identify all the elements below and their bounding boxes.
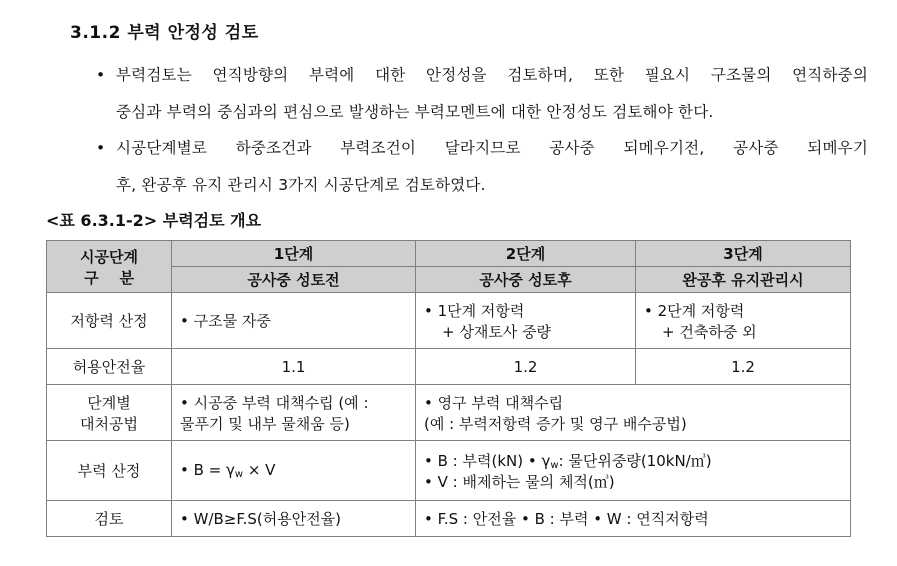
row-measures — [47, 385, 851, 441]
measures-stage-2-3 — [416, 385, 851, 441]
stage-3-name: 3단계 — [636, 241, 851, 267]
header-row-stages — [47, 241, 851, 267]
buoyancy-formula-suffix: × V — [243, 461, 276, 479]
corner-header-line-2: 구 분 — [84, 268, 134, 287]
buoyancy-legend-line-2: • V : 배제하는 물의 체적(㎥) — [424, 472, 615, 491]
buoyancy-legend-subscript: w — [550, 459, 559, 471]
row-safety-factor — [47, 349, 851, 385]
safety-factor-stage-2: 1.2 — [416, 349, 636, 385]
row-label-review: 검토 — [47, 501, 172, 537]
row-buoyancy — [47, 441, 851, 501]
row-label-resistance: 저항력 산정 — [47, 293, 172, 349]
measures-stage-1 — [172, 385, 416, 441]
stage-1-name: 1단계 — [172, 241, 416, 267]
review-legend: • F.S : 안전율 • B : 부력 • W : 연직저항력 — [416, 501, 851, 537]
row-label-measures — [47, 385, 172, 441]
resistance-stage-3 — [636, 293, 851, 349]
resistance-stage-2 — [416, 293, 636, 349]
row-label-measures-line-1: 단계별 — [87, 393, 131, 412]
bullet-2-line-2: 후, 완공후 유지 관리시 3가지 시공단계로 검토하였다. — [116, 176, 486, 194]
bullet-1-line-1: 부력검토는 연직방향의 부력에 대한 안정성을 검토하며, 또한 필요시 구조물의 연직하중의 — [116, 66, 868, 84]
buoyancy-formula-subscript: w — [234, 469, 244, 480]
buoyancy-legend-b: • B : 부력(kN) • γ — [424, 451, 551, 470]
corner-header-cell — [47, 241, 172, 293]
buoyancy-formula — [172, 441, 416, 501]
resistance-stage-3-line-1: • 2단계 저항력 — [644, 301, 745, 320]
measures-stage-2-3-line-1: • 영구 부력 대책수립 — [424, 393, 564, 412]
stage-2-desc: 공사중 성토후 — [416, 267, 636, 293]
row-resistance — [47, 293, 851, 349]
buoyancy-legend-unit-weight: : 물단위중량(10kN/㎥) — [558, 451, 712, 470]
corner-header-line-1: 시공단계 — [80, 247, 138, 266]
resistance-stage-3-line-2: + 건축하중 외 — [662, 322, 757, 341]
buoyancy-legend — [416, 441, 851, 501]
section-heading: 3.1.2 부력 안정성 검토 — [70, 23, 259, 43]
row-label-buoyancy: 부력 산정 — [47, 441, 172, 501]
resistance-stage-1: • 구조물 자중 — [172, 293, 416, 349]
buoyancy-formula-prefix: • B = γ — [180, 461, 235, 479]
bullet-dot: • — [96, 66, 106, 84]
bullet-2-line-1: 시공단계별로 하중조건과 부력조건이 달라지므로 공사중 되메우기전, 공사중 되메우기 — [116, 139, 868, 157]
bullet-1-line-2: 중심과 부력의 중심과의 편심으로 발생하는 부력모멘트에 대한 안정성도 검토해야 한다. — [116, 103, 714, 121]
row-label-measures-line-2: 대처공법 — [80, 414, 138, 433]
stage-2-name: 2단계 — [416, 241, 636, 267]
review-criterion: • W/B≥F.S(허용안전율) — [172, 501, 416, 537]
buoyancy-legend-line-1 — [424, 450, 842, 471]
safety-factor-stage-3: 1.2 — [636, 349, 851, 385]
resistance-stage-2-line-2: + 상재토사 중량 — [442, 322, 552, 341]
row-review — [47, 501, 851, 537]
buoyancy-review-table — [46, 240, 851, 537]
measures-stage-2-3-line-2: (예 : 부력저항력 증가 및 영구 배수공법) — [424, 414, 687, 433]
stage-1-desc: 공사중 성토전 — [172, 267, 416, 293]
measures-stage-1-line-1: • 시공중 부력 대책수립 (예 : — [180, 393, 369, 412]
row-label-safety-factor: 허용안전율 — [47, 349, 172, 385]
table-caption: <표 6.3.1-2> 부력검토 개요 — [46, 211, 262, 230]
resistance-stage-2-line-1: • 1단계 저항력 — [424, 301, 525, 320]
bullet-dot: • — [96, 139, 106, 157]
safety-factor-stage-1: 1.1 — [172, 349, 416, 385]
stage-3-desc: 완공후 유지관리시 — [636, 267, 851, 293]
measures-stage-1-line-2: 물푸기 및 내부 물채움 등) — [180, 414, 350, 433]
